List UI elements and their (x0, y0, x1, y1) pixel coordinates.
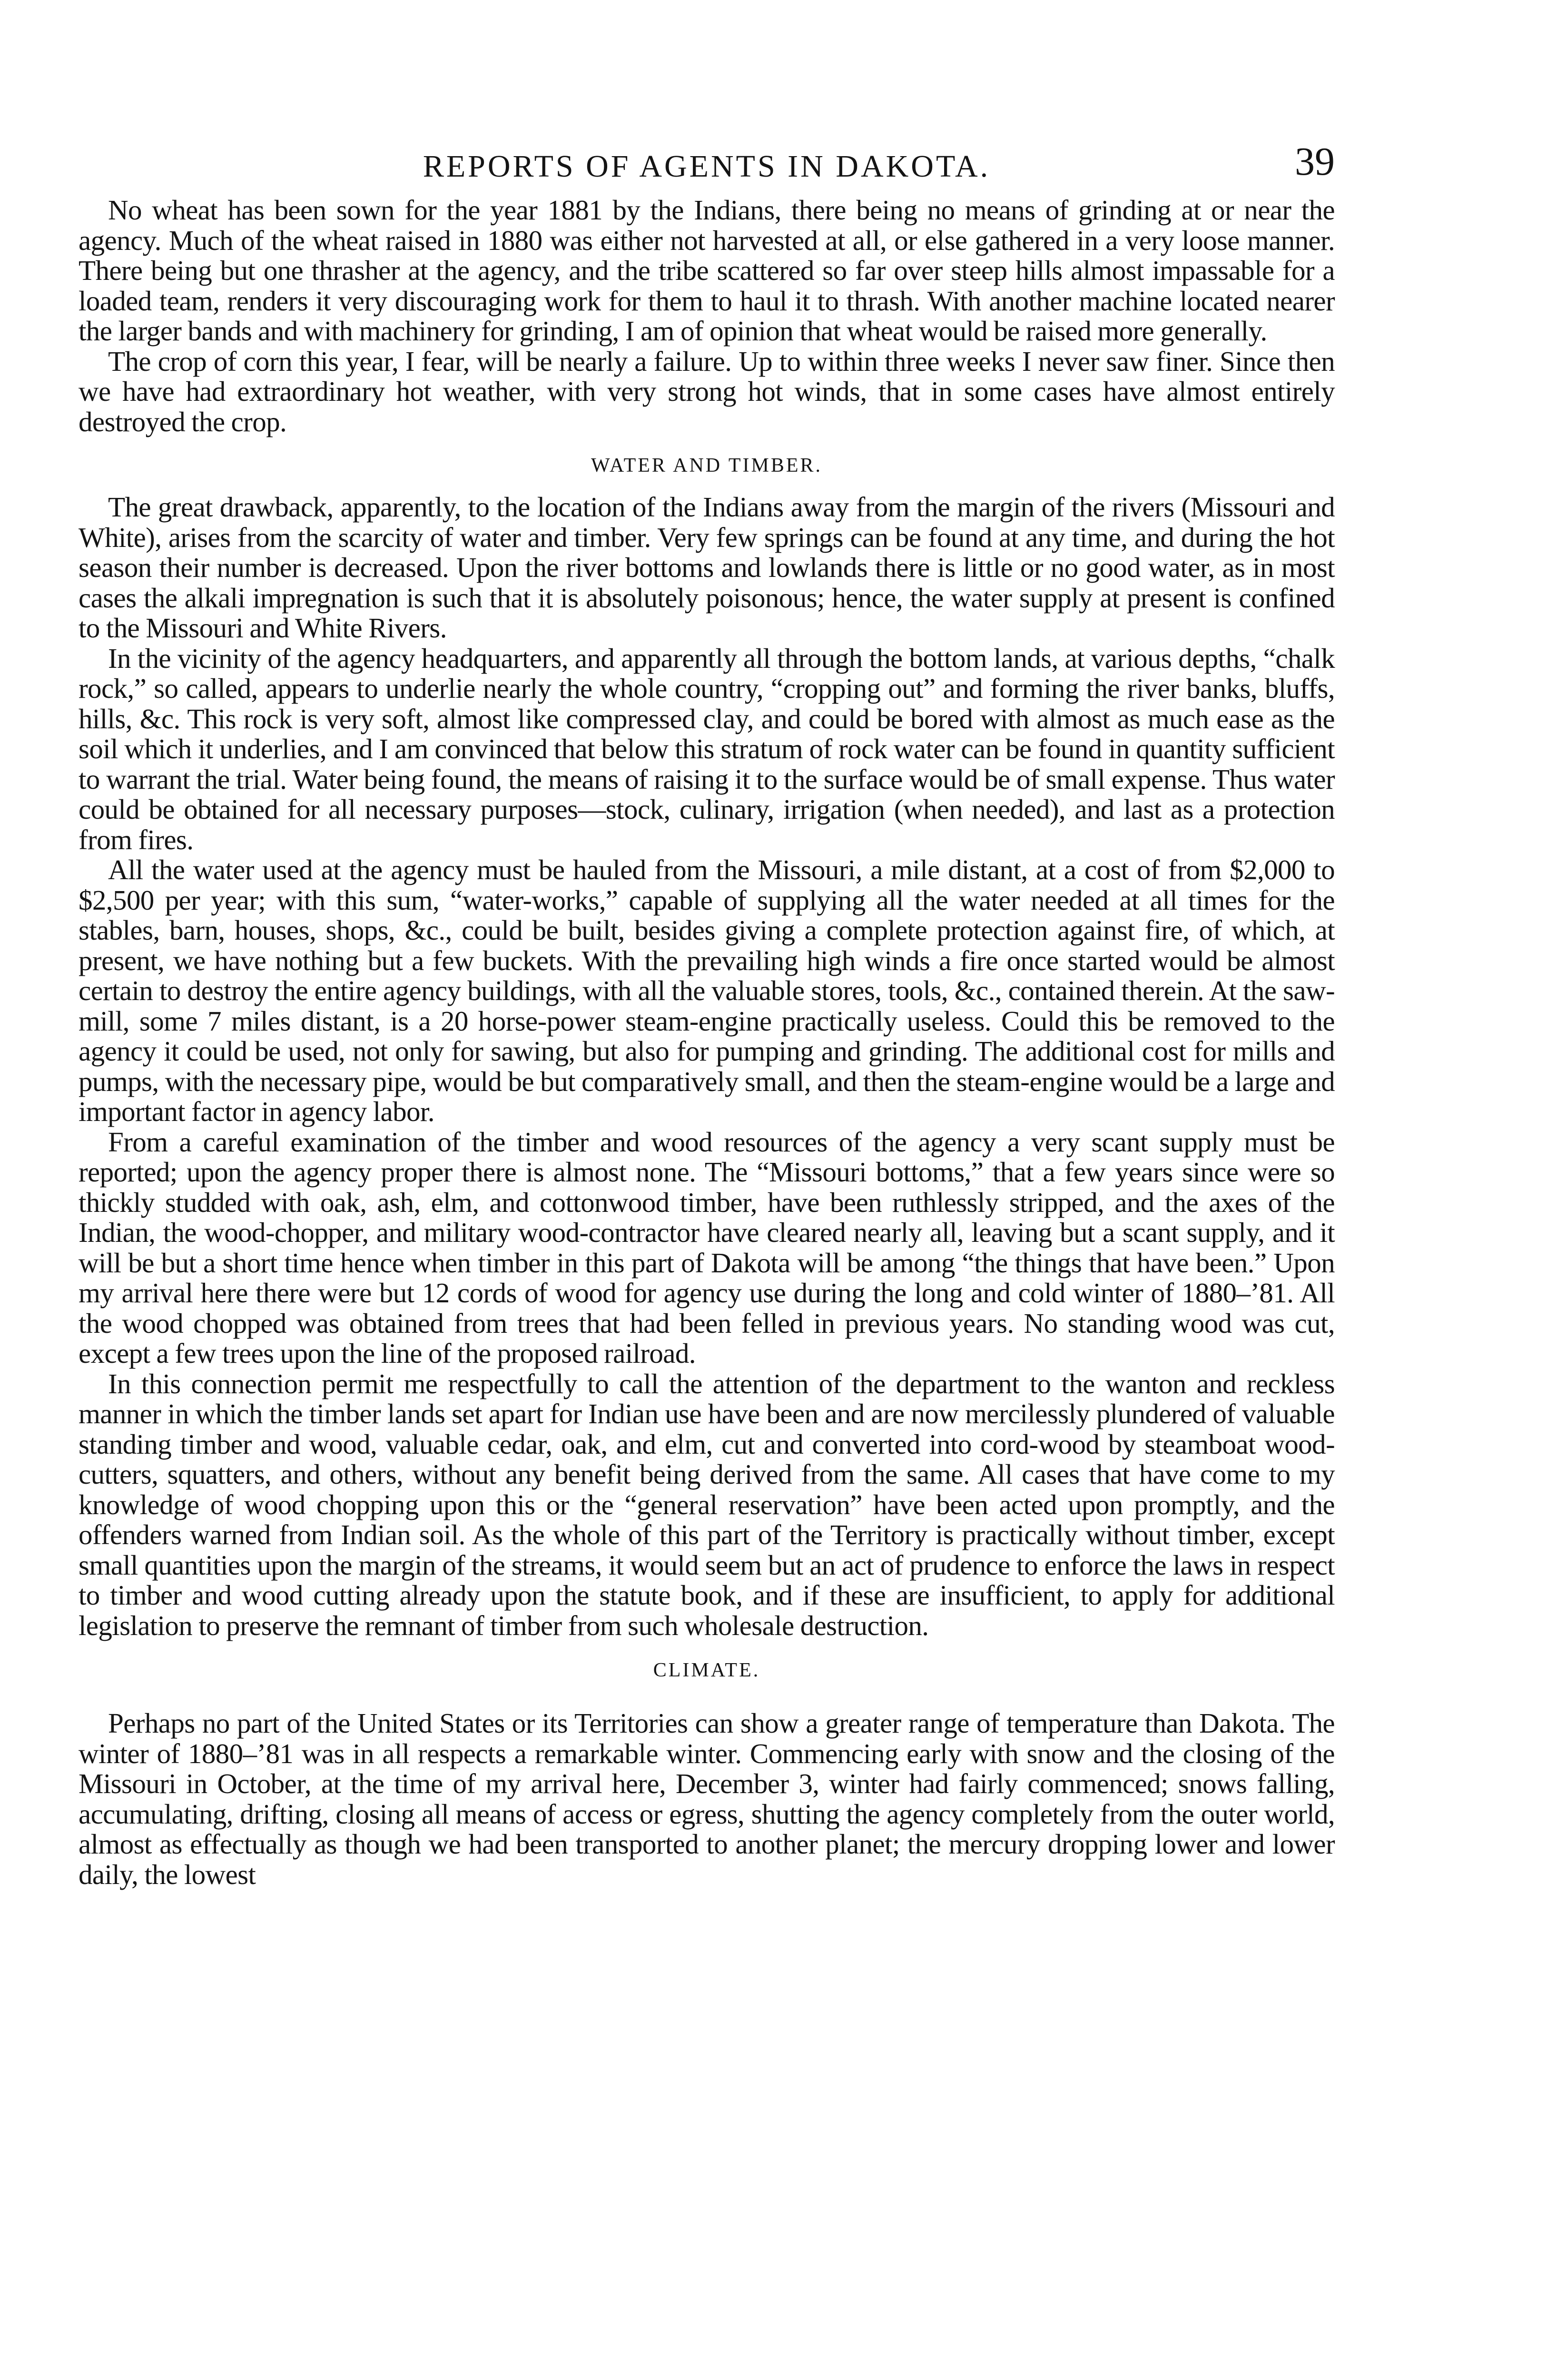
paragraph-water-works: All the water used at the agency must be hauled from the Missouri, a mile distant, at a cost of from $2,000 to $2,500 per year; with this sum, “water-works,” capable of supplying all the water needed at all times for the stables, barn, houses, shops, &c., could be built, besides giving a complete protection against fire, of which, at present, we have nothing but a few buckets. With the prevailing high winds a fire once started would be almost certain to destroy the entire agency buildings, with all the valuable stores, tools, &c., contained therein. At the saw-mill, some 7 miles distant, is a 20 horse-power steam-engine practically useless. Could this be removed to the agency it could be used, not only for sawing, but also for pumping and grinding. The additional cost for mills and pumps, with the necessary pipe, would be but comparatively small, and then the steam-engine would be a large and important factor in agency labor. (79, 854, 1335, 1127)
page-number: 39 (1295, 139, 1335, 184)
paragraph-corn-crop: The crop of corn this year, I fear, will be nearly a failure. Up to within three weeks I never saw finer. Since then we have had extraordinary hot weather, with very strong hot winds, that in some cases have almost entirely destroyed the crop. (79, 345, 1335, 437)
running-head (79, 138, 1335, 195)
paragraph-timber-resources: From a careful examination of the timber and wood resources of the agency a very scant supply must be reported; upon the agency proper there is almost none. The “Missouri bottoms,” that a few years since were so thickly studded with oak, ash, elm, and cottonwood timber, have been ruthlessly stripped, and the axes of the Indian, the wood-chopper, and military wood-contractor have cleared nearly all, leaving but a scant supply, and it will be but a short time hence when timber in this part of Dakota will be among “the things that have been.” Upon my arrival here there were but 12 cords of wood for agency use during the long and cold winter of 1880–’81. All the wood chopped was obtained from trees that had been felled in previous years. No standing wood was cut, except a few trees upon the line of the proposed railroad. (79, 1126, 1335, 1369)
paragraph-climate-winter: Perhaps no part of the United States or its Territories can show a greater range of temperature than Dakota. The winter of 1880–’81 was in all respects a remarkable winter. Commencing early with snow and the closing of the Missouri in October, at the time of my arrival here, December 3, winter had fairly commenced; snows falling, accumulating, drifting, closing all means of access or egress, shutting the agency completely from the outer world, almost as effectually as though we had been transported to another planet; the mercury dropping lower and lower daily, the lowest (79, 1707, 1335, 1890)
paragraph-chalk-rock: In the vicinity of the agency headquarters, and apparently all through the bottom lands, at various depths, “chalk rock,” so called, appears to underlie nearly the whole country, “cropping out” and forming the river banks, bluffs, hills, &c. This rock is very soft, almost like compressed clay, and could be bored with almost as much ease as the soil which it underlies, and I am convinced that below this stratum of rock water can be found in quantity sufficient to warrant the trial. Water being found, the means of raising it to the surface would be of small expense. Thus water could be obtained for all necessary purposes—stock, culinary, irrigation (when needed), and last as a protection from fires. (79, 642, 1335, 855)
report-body (79, 195, 1335, 1890)
paragraph-timber-plunder: In this connection permit me respectfully to call the attention of the department to the wanton and reckless manner in which the timber lands set apart for Indian use have been and are now mercilessly plundered of valuable standing timber and wood, valuable cedar, oak, and elm, cut and converted into cord-wood by steamboat wood-cutters, squatters, and others, without any benefit being derived from the same. All cases that have come to my knowledge of wood chopping upon this or the “general reservation” have been acted upon promptly, and the offenders warned from Indian soil. As the whole of this part of the Territory is practically without timber, except small quantities upon the margin of the streams, it would seem but an act of prudence to enforce the laws in respect to timber and wood cutting already upon the statute book, and if these are insufficient, to apply for additional legislation to preserve the remnant of timber from such wholesale destruction. (79, 1368, 1335, 1641)
section-heading-water-and-timber: WATER AND TIMBER. (591, 455, 823, 476)
section-heading-climate: CLIMATE. (653, 1659, 760, 1681)
report-page (79, 138, 1335, 1890)
running-title: REPORTS OF AGENTS IN DAKOTA. (423, 149, 991, 184)
paragraph-wheat: No wheat has been sown for the year 1881 by the Indians, there being no means of grinding at or near the agency. Much of the wheat raised in 1880 was either not harvested at all, or else gathered in a very loose manner. There being but one thrasher at the agency, and the tribe scattered so far over steep hills almost impassable for a loaded team, renders it very discouraging work for them to haul it to thrash. With another machine located nearer the larger bands and with machinery for grinding, I am of opinion that wheat would be raised more generally. (79, 194, 1335, 347)
paragraph-water-drawback: The great drawback, apparently, to the location of the Indians away from the margin of the rivers (Missouri and White), arises from the scarcity of water and timber. Very few springs can be found at any time, and during the hot season their number is decreased. Upon the river bottoms and lowlands there is little or no good water, as in most cases the alkali impregnation is such that it is absolutely poisonous; hence, the water supply at present is confined to the Missouri and White Rivers. (79, 491, 1335, 644)
